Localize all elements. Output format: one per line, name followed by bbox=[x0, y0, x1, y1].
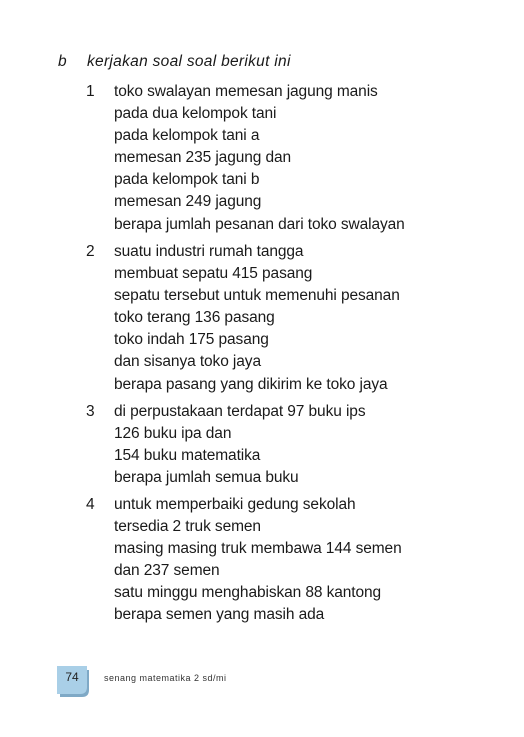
problem-line: toko indah 175 pasang bbox=[114, 331, 269, 349]
section-title: kerjakan soal soal berikut ini bbox=[87, 53, 291, 70]
problem-line: berapa jumlah pesanan dari toko swalayan bbox=[114, 215, 405, 233]
section-heading bbox=[58, 53, 291, 71]
problem-line: pada kelompok tani a bbox=[114, 127, 260, 145]
problem-line: dan 237 semen bbox=[114, 562, 220, 580]
problem-number: 2 bbox=[86, 243, 95, 260]
page-number-badge bbox=[56, 664, 90, 698]
problem-line: untuk memperbaiki gedung sekolah bbox=[114, 496, 356, 513]
problem-line: toko swalayan memesan jagung manis bbox=[114, 83, 378, 100]
page-footer bbox=[56, 664, 356, 698]
page-number: 74 bbox=[65, 670, 79, 684]
book-title: senang matematika 2 sd/mi bbox=[104, 673, 227, 683]
problem-line: 126 buku ipa dan bbox=[114, 425, 232, 443]
problem-line: satu minggu menghabiskan 88 kantong bbox=[114, 584, 382, 602]
problem-line: pada kelompok tani b bbox=[114, 171, 260, 189]
problem-line: suatu industri rumah tangga bbox=[114, 243, 304, 260]
problem-line: di perpustakaan terdapat 97 buku ips bbox=[114, 403, 366, 420]
problem-line: 154 buku matematika bbox=[114, 447, 261, 465]
problem-line: memesan 235 jagung dan bbox=[114, 149, 292, 167]
problem-line: masing masing truk membawa 144 semen bbox=[114, 540, 402, 558]
section-letter: b bbox=[58, 53, 67, 70]
problem-text bbox=[114, 241, 514, 396]
problem-line: tersedia 2 truk semen bbox=[114, 518, 261, 536]
problem-line: sepatu tersebut untuk memenuhi pesanan bbox=[114, 287, 400, 305]
problem-line: toko terang 136 pasang bbox=[114, 309, 275, 327]
problem-text bbox=[114, 494, 514, 627]
problem-line: pada dua kelompok tani bbox=[114, 105, 277, 123]
problem-line: berapa semen yang masih ada bbox=[114, 606, 325, 624]
problem-number: 3 bbox=[86, 403, 95, 420]
problem-line: dan sisanya toko jaya bbox=[114, 353, 261, 371]
problem-line: membuat sepatu 415 pasang bbox=[114, 265, 313, 283]
problem-line: berapa pasang yang dikirim ke toko jaya bbox=[114, 375, 388, 393]
problem-line: berapa jumlah semua buku bbox=[114, 469, 299, 487]
problem-text bbox=[114, 81, 514, 236]
problem-text bbox=[114, 401, 514, 489]
problem-line: memesan 249 jagung bbox=[114, 193, 262, 211]
problem-number: 1 bbox=[86, 83, 95, 100]
problem-number: 4 bbox=[86, 496, 95, 513]
